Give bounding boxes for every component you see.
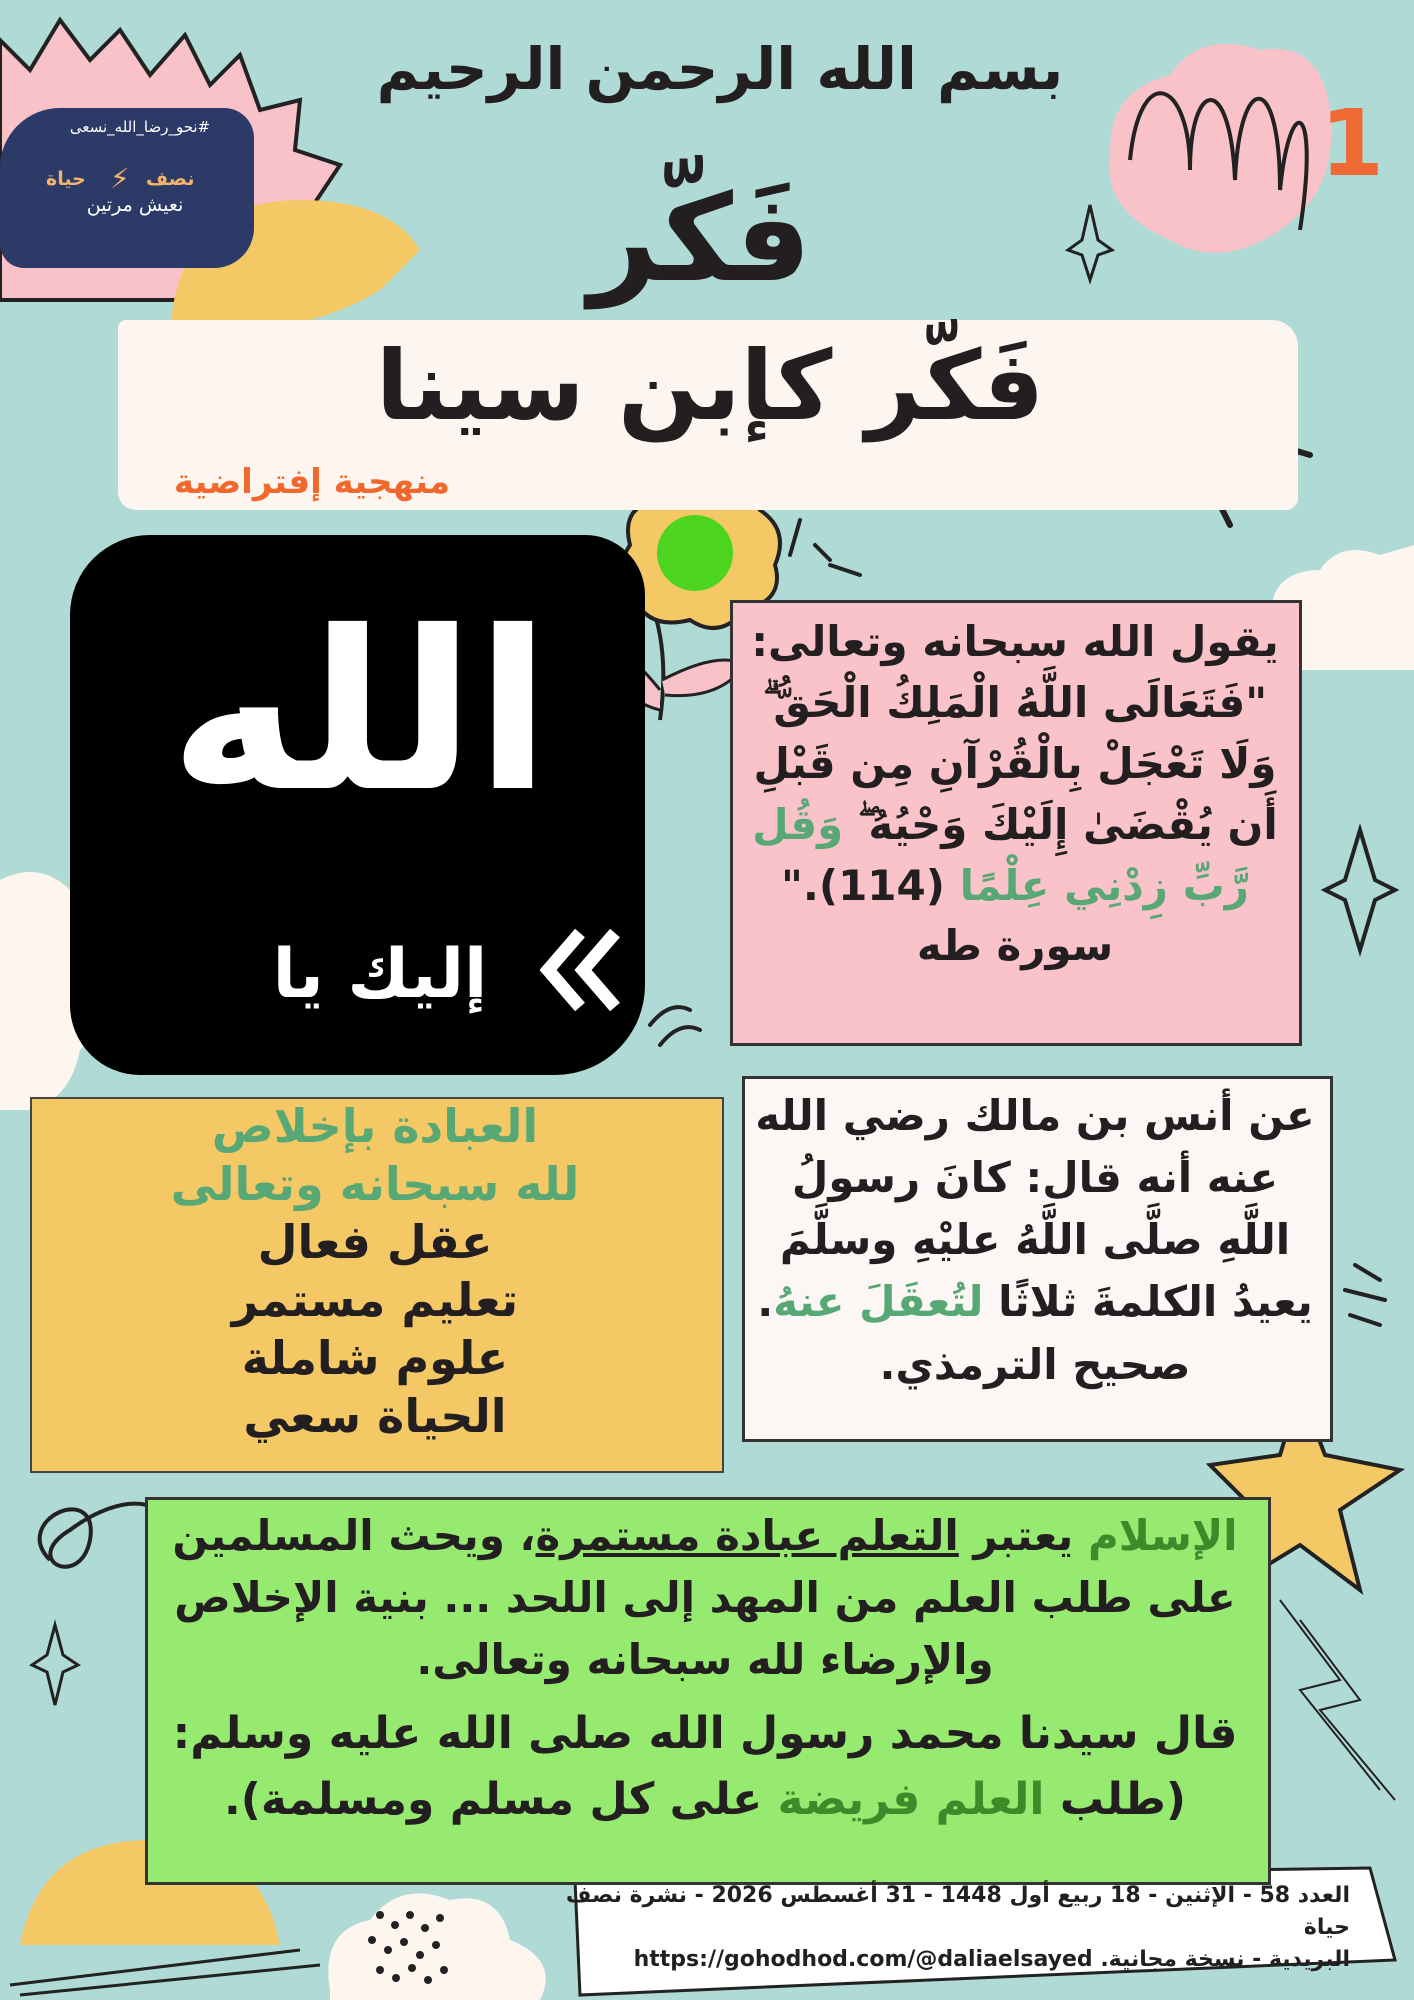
values-heading-line2: لله سبحانه وتعالى xyxy=(170,1156,580,1211)
hadith-text xyxy=(750,1085,1320,1396)
dash-rays xyxy=(790,520,860,575)
islam-underlined: التعلم عبادة مستمرة xyxy=(535,1511,959,1560)
quran-verse-outro: (114)." سورة طه xyxy=(781,860,1114,971)
prophet-quote xyxy=(150,1767,1260,1832)
keyword-heading: فَكّر xyxy=(588,170,812,309)
islam-learning-text xyxy=(150,1505,1260,1832)
lightning-scribble xyxy=(1280,1600,1395,1800)
values-item: الحياة سعي xyxy=(243,1388,507,1443)
allah-card-phrase: إليك يا xyxy=(272,935,488,1014)
quran-verse-highlight: وَقُل رَّبِّ زِدْنِي عِلْمًا xyxy=(752,799,1249,910)
sparkle-icon xyxy=(32,1625,78,1705)
prophet-quote-open: (طلب xyxy=(1059,1773,1186,1825)
double-chevron-icon xyxy=(540,925,620,1015)
prophet-quote-highlight: العلم فريضة xyxy=(777,1773,1045,1825)
islam-part1: يعتبر xyxy=(973,1511,1074,1560)
prophet-quote-close: على كل مسلم ومسلمة). xyxy=(224,1773,763,1825)
values-item: عقل فعال xyxy=(257,1214,493,1269)
logo-word-life: حياة xyxy=(46,168,86,190)
values-item: علوم شاملة xyxy=(241,1330,509,1385)
page-title: فَكّر كإبن سينا xyxy=(375,330,1045,442)
logo-tagline: نعيش مرتين xyxy=(86,194,184,216)
prophet-quote-intro: قال سيدنا محمد رسول الله صلى الله عليه وسلم: xyxy=(172,1708,1238,1760)
dash-rays xyxy=(1345,1265,1385,1325)
hadith-end: . xyxy=(757,1277,774,1327)
footer-line1: العدد 58 - الإثنين - 18 ربيع أول 1448 - 31 أغسطس 2026 - نشرة نصف حياة xyxy=(565,1883,1350,1940)
values-list xyxy=(45,1098,705,1446)
sparkle-icon xyxy=(1325,830,1395,950)
lightning-icon: ⚡ xyxy=(110,162,130,195)
hadith-source: صحيح الترمذي. xyxy=(879,1339,1191,1389)
basmala-heading: بسم الله الرحمن الرحيم xyxy=(376,35,1064,103)
word-islam: الإسلام xyxy=(1087,1511,1238,1560)
issue-number-badge: 1 xyxy=(1320,90,1385,197)
page-subtitle: منهجية إفتراضية xyxy=(173,462,450,502)
hadith-highlight: لتُعقَلَ عنهُ xyxy=(773,1277,984,1327)
values-heading-line1: العبادة بإخلاص xyxy=(211,1099,539,1153)
sparkle-icon xyxy=(1068,205,1112,280)
logo-hashtag: #نحو_رضا_الله_نسعى xyxy=(69,118,211,136)
quran-verse-text xyxy=(745,612,1285,977)
allah-calligraphy: الله xyxy=(169,584,551,840)
pink-blob-shape xyxy=(1109,44,1332,253)
footer-issue-info xyxy=(560,1880,1350,1976)
values-item: تعليم مستمر xyxy=(231,1272,519,1327)
line-scribble xyxy=(10,1950,320,1995)
hadith-body: عن أنس بن مالك رضي الله عنه أنه قال: كانَ رسولُ اللَّهِ صلَّى اللَّهُ عليْهِ وسلَّمَ يعيدُ الكلمةَ ثلاثًا xyxy=(755,1091,1315,1327)
footer-line2[interactable]: البريدية - نسخة مجانية. https://gohodhod.com/@daliaelsayed xyxy=(633,1946,1350,1972)
logo-word-half: نصف xyxy=(146,168,195,190)
squiggle-scribble xyxy=(650,1007,700,1045)
quran-verse-intro: يقول الله سبحانه وتعالى: "فَتَعَالَى اللَّهُ الْمَلِكُ الْحَقُّ ۗ وَلَا تَعْجَلْ بِالْقُرْآنِ مِن قَبْلِ أَن يُقْضَىٰ إِلَيْكَ وَحْيُهُ ۖ xyxy=(751,617,1279,849)
islam-part2: ، ويحث المسلمين على طلب العلم من المهد إلى اللحد ... بنية الإخلاص والإرضاء لله سبحانه وتعالى. xyxy=(172,1511,1236,1685)
